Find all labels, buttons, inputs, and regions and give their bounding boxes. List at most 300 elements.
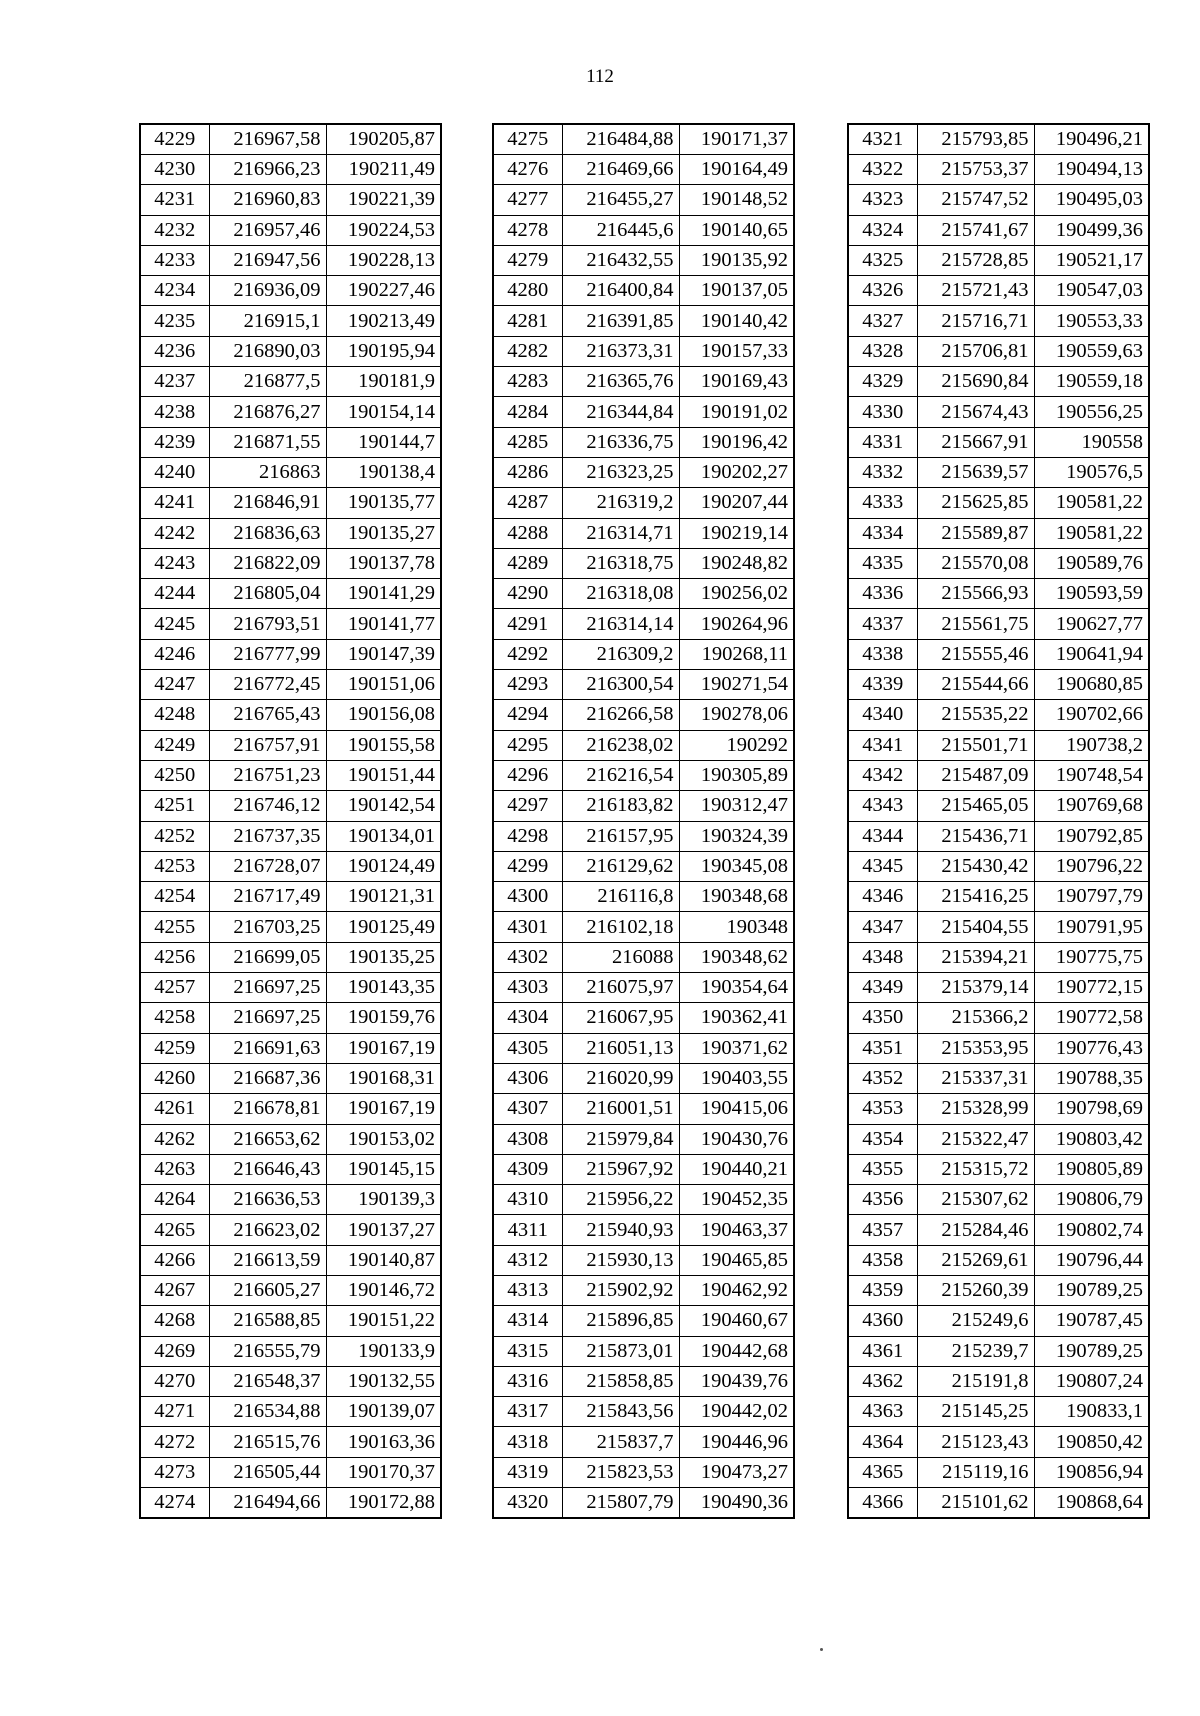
point-number-cell: 4241	[140, 488, 209, 518]
point-number-cell: 4313	[493, 1275, 562, 1305]
table-row	[140, 1488, 441, 1519]
y-coordinate-cell: 190803,42	[1034, 1124, 1149, 1154]
x-coordinate-cell: 215940,93	[562, 1215, 679, 1245]
y-coordinate-cell: 190219,14	[679, 518, 794, 548]
y-coordinate-cell: 190124,49	[326, 851, 441, 881]
x-coordinate-cell: 215307,62	[917, 1185, 1034, 1215]
x-coordinate-cell: 216703,25	[209, 912, 326, 942]
point-number-cell: 4321	[848, 124, 917, 155]
table-row	[848, 760, 1149, 790]
y-coordinate-cell: 190324,39	[679, 821, 794, 851]
table-row	[493, 488, 794, 518]
x-coordinate-cell: 216432,55	[562, 245, 679, 275]
point-number-cell: 4290	[493, 579, 562, 609]
point-number-cell: 4337	[848, 609, 917, 639]
point-number-cell: 4336	[848, 579, 917, 609]
x-coordinate-cell: 216116,8	[562, 882, 679, 912]
y-coordinate-cell: 190135,77	[326, 488, 441, 518]
point-number-cell: 4242	[140, 518, 209, 548]
point-number-cell: 4348	[848, 942, 917, 972]
y-coordinate-cell: 190439,76	[679, 1366, 794, 1396]
x-coordinate-cell: 215747,52	[917, 185, 1034, 215]
point-number-cell: 4315	[493, 1336, 562, 1366]
point-number-cell: 4326	[848, 276, 917, 306]
table-row	[140, 306, 441, 336]
y-coordinate-cell: 190168,31	[326, 1063, 441, 1093]
point-number-cell: 4339	[848, 670, 917, 700]
y-coordinate-cell: 190134,01	[326, 821, 441, 851]
point-number-cell: 4231	[140, 185, 209, 215]
y-coordinate-cell: 190145,15	[326, 1154, 441, 1184]
y-coordinate-cell: 190593,59	[1034, 579, 1149, 609]
point-number-cell: 4322	[848, 155, 917, 185]
y-coordinate-cell: 190159,76	[326, 1003, 441, 1033]
point-number-cell: 4245	[140, 609, 209, 639]
y-coordinate-cell: 190748,54	[1034, 760, 1149, 790]
x-coordinate-cell: 216765,43	[209, 700, 326, 730]
x-coordinate-cell: 215728,85	[917, 245, 1034, 275]
table-row	[493, 306, 794, 336]
point-number-cell: 4234	[140, 276, 209, 306]
y-coordinate-cell: 190348	[679, 912, 794, 942]
point-number-cell: 4324	[848, 215, 917, 245]
y-coordinate-cell: 190139,3	[326, 1185, 441, 1215]
point-number-cell: 4285	[493, 427, 562, 457]
table-row	[848, 215, 1149, 245]
table-row	[140, 1457, 441, 1487]
point-number-cell: 4349	[848, 973, 917, 1003]
x-coordinate-cell: 216777,99	[209, 639, 326, 669]
y-coordinate-cell: 190264,96	[679, 609, 794, 639]
y-coordinate-cell: 190806,79	[1034, 1185, 1149, 1215]
y-coordinate-cell: 190153,02	[326, 1124, 441, 1154]
point-number-cell: 4325	[848, 245, 917, 275]
table-row	[493, 730, 794, 760]
table-row	[848, 1397, 1149, 1427]
table-row	[848, 1215, 1149, 1245]
point-number-cell: 4335	[848, 548, 917, 578]
table-row	[493, 973, 794, 1003]
point-number-cell: 4311	[493, 1215, 562, 1245]
table-row	[848, 821, 1149, 851]
point-number-cell: 4298	[493, 821, 562, 851]
point-number-cell: 4281	[493, 306, 562, 336]
table-row	[848, 1185, 1149, 1215]
table-row	[848, 1154, 1149, 1184]
x-coordinate-cell: 216314,71	[562, 518, 679, 548]
table-row	[140, 700, 441, 730]
table-row	[848, 973, 1149, 1003]
point-number-cell: 4239	[140, 427, 209, 457]
table-row	[493, 185, 794, 215]
table-row	[848, 1124, 1149, 1154]
table-row	[848, 1003, 1149, 1033]
y-coordinate-cell: 190495,03	[1034, 185, 1149, 215]
point-number-cell: 4293	[493, 670, 562, 700]
point-number-cell: 4277	[493, 185, 562, 215]
x-coordinate-cell: 216469,66	[562, 155, 679, 185]
point-number-cell: 4345	[848, 851, 917, 881]
point-number-cell: 4305	[493, 1033, 562, 1063]
table-row	[848, 670, 1149, 700]
point-number-cell: 4353	[848, 1094, 917, 1124]
x-coordinate-cell: 215823,53	[562, 1457, 679, 1487]
y-coordinate-cell: 190463,37	[679, 1215, 794, 1245]
y-coordinate-cell: 190228,13	[326, 245, 441, 275]
point-number-cell: 4302	[493, 942, 562, 972]
table-row	[493, 942, 794, 972]
y-coordinate-cell: 190135,92	[679, 245, 794, 275]
y-coordinate-cell: 190142,54	[326, 791, 441, 821]
point-number-cell: 4296	[493, 760, 562, 790]
point-number-cell: 4243	[140, 548, 209, 578]
table-row	[493, 245, 794, 275]
point-number-cell: 4256	[140, 942, 209, 972]
y-coordinate-cell: 190345,08	[679, 851, 794, 881]
x-coordinate-cell: 215566,93	[917, 579, 1034, 609]
x-coordinate-cell: 215145,25	[917, 1397, 1034, 1427]
point-number-cell: 4287	[493, 488, 562, 518]
point-number-cell: 4342	[848, 760, 917, 790]
y-coordinate-cell: 190151,44	[326, 760, 441, 790]
x-coordinate-cell: 216699,05	[209, 942, 326, 972]
table-row	[848, 488, 1149, 518]
table-row	[493, 1427, 794, 1457]
x-coordinate-cell: 215123,43	[917, 1427, 1034, 1457]
point-number-cell: 4267	[140, 1275, 209, 1305]
point-number-cell: 4232	[140, 215, 209, 245]
x-coordinate-cell: 216314,14	[562, 609, 679, 639]
x-coordinate-cell: 216728,07	[209, 851, 326, 881]
point-number-cell: 4254	[140, 882, 209, 912]
point-number-cell: 4347	[848, 912, 917, 942]
y-coordinate-cell: 190191,02	[679, 397, 794, 427]
table-row	[140, 488, 441, 518]
x-coordinate-cell: 215328,99	[917, 1094, 1034, 1124]
table-row	[848, 791, 1149, 821]
y-coordinate-cell: 190148,52	[679, 185, 794, 215]
point-number-cell: 4323	[848, 185, 917, 215]
table-row	[848, 185, 1149, 215]
point-number-cell: 4233	[140, 245, 209, 275]
table-row	[848, 1094, 1149, 1124]
point-number-cell: 4288	[493, 518, 562, 548]
y-coordinate-cell: 190268,11	[679, 639, 794, 669]
x-coordinate-cell: 215535,22	[917, 700, 1034, 730]
point-number-cell: 4279	[493, 245, 562, 275]
table-row	[848, 851, 1149, 881]
table-row	[140, 670, 441, 700]
point-number-cell: 4270	[140, 1366, 209, 1396]
x-coordinate-cell: 216805,04	[209, 579, 326, 609]
point-number-cell: 4327	[848, 306, 917, 336]
y-coordinate-cell: 190151,22	[326, 1306, 441, 1336]
table-row	[140, 155, 441, 185]
x-coordinate-cell: 215544,66	[917, 670, 1034, 700]
point-number-cell: 4291	[493, 609, 562, 639]
point-number-cell: 4286	[493, 457, 562, 487]
x-coordinate-cell: 216697,25	[209, 1003, 326, 1033]
y-coordinate-cell: 190348,68	[679, 882, 794, 912]
x-coordinate-cell: 215625,85	[917, 488, 1034, 518]
x-coordinate-cell: 215902,92	[562, 1275, 679, 1305]
point-number-cell: 4317	[493, 1397, 562, 1427]
point-number-cell: 4275	[493, 124, 562, 155]
table-row	[848, 700, 1149, 730]
table-row	[848, 1275, 1149, 1305]
x-coordinate-cell: 215716,71	[917, 306, 1034, 336]
y-coordinate-cell: 190348,62	[679, 942, 794, 972]
x-coordinate-cell: 216238,02	[562, 730, 679, 760]
y-coordinate-cell: 190140,42	[679, 306, 794, 336]
x-coordinate-cell: 216915,1	[209, 306, 326, 336]
x-coordinate-cell: 215353,95	[917, 1033, 1034, 1063]
y-coordinate-cell: 190278,06	[679, 700, 794, 730]
x-coordinate-cell: 215674,43	[917, 397, 1034, 427]
point-number-cell: 4343	[848, 791, 917, 821]
point-number-cell: 4295	[493, 730, 562, 760]
table-row	[140, 1154, 441, 1184]
x-coordinate-cell: 216793,51	[209, 609, 326, 639]
point-number-cell: 4300	[493, 882, 562, 912]
y-coordinate-cell: 190796,22	[1034, 851, 1149, 881]
y-coordinate-cell: 190172,88	[326, 1488, 441, 1519]
x-coordinate-cell: 216772,45	[209, 670, 326, 700]
table-row	[140, 942, 441, 972]
x-coordinate-cell: 216555,79	[209, 1336, 326, 1366]
page-number: 112	[586, 66, 614, 87]
x-coordinate-cell: 216309,2	[562, 639, 679, 669]
point-number-cell: 4278	[493, 215, 562, 245]
table-row	[140, 336, 441, 366]
y-coordinate-cell: 190446,96	[679, 1427, 794, 1457]
y-coordinate-cell: 190807,24	[1034, 1366, 1149, 1396]
x-coordinate-cell: 216318,75	[562, 548, 679, 578]
point-number-cell: 4310	[493, 1185, 562, 1215]
table-row	[848, 639, 1149, 669]
point-number-cell: 4344	[848, 821, 917, 851]
point-number-cell: 4238	[140, 397, 209, 427]
y-coordinate-cell: 190581,22	[1034, 518, 1149, 548]
y-coordinate-cell: 190164,49	[679, 155, 794, 185]
table-row	[140, 609, 441, 639]
point-number-cell: 4318	[493, 1427, 562, 1457]
x-coordinate-cell: 216751,23	[209, 760, 326, 790]
table-row	[493, 155, 794, 185]
table-row	[493, 760, 794, 790]
y-coordinate-cell: 190559,18	[1034, 367, 1149, 397]
x-coordinate-cell: 216001,51	[562, 1094, 679, 1124]
y-coordinate-cell: 190202,27	[679, 457, 794, 487]
point-number-cell: 4237	[140, 367, 209, 397]
point-number-cell: 4262	[140, 1124, 209, 1154]
x-coordinate-cell: 216505,44	[209, 1457, 326, 1487]
coordinates-table-2	[492, 123, 795, 1519]
table-row	[848, 1488, 1149, 1519]
x-coordinate-cell: 216890,03	[209, 336, 326, 366]
table-row	[140, 215, 441, 245]
table-row	[493, 1275, 794, 1305]
table-row	[493, 518, 794, 548]
point-number-cell: 4284	[493, 397, 562, 427]
x-coordinate-cell: 216936,09	[209, 276, 326, 306]
x-coordinate-cell: 215249,6	[917, 1306, 1034, 1336]
x-coordinate-cell: 215260,39	[917, 1275, 1034, 1305]
x-coordinate-cell: 216822,09	[209, 548, 326, 578]
y-coordinate-cell: 190788,35	[1034, 1063, 1149, 1093]
x-coordinate-cell: 215570,08	[917, 548, 1034, 578]
x-coordinate-cell: 216960,83	[209, 185, 326, 215]
y-coordinate-cell: 190581,22	[1034, 488, 1149, 518]
point-number-cell: 4308	[493, 1124, 562, 1154]
table-row	[493, 1488, 794, 1519]
table-row	[493, 276, 794, 306]
point-number-cell: 4338	[848, 639, 917, 669]
table-row	[140, 1427, 441, 1457]
point-number-cell: 4304	[493, 1003, 562, 1033]
x-coordinate-cell: 216613,59	[209, 1245, 326, 1275]
y-coordinate-cell: 190452,35	[679, 1185, 794, 1215]
table-row	[493, 367, 794, 397]
y-coordinate-cell: 190157,33	[679, 336, 794, 366]
table-row	[493, 1154, 794, 1184]
point-number-cell: 4276	[493, 155, 562, 185]
table-row	[493, 124, 794, 155]
table-row	[493, 1306, 794, 1336]
table-row	[140, 1033, 441, 1063]
y-coordinate-cell: 190494,13	[1034, 155, 1149, 185]
x-coordinate-cell: 215394,21	[917, 942, 1034, 972]
table-row	[140, 1245, 441, 1275]
point-number-cell: 4283	[493, 367, 562, 397]
point-number-cell: 4252	[140, 821, 209, 851]
y-coordinate-cell: 190354,64	[679, 973, 794, 1003]
x-coordinate-cell: 216318,08	[562, 579, 679, 609]
y-coordinate-cell: 190141,29	[326, 579, 441, 609]
y-coordinate-cell: 190553,33	[1034, 306, 1149, 336]
table-row	[493, 1366, 794, 1396]
x-coordinate-cell: 215561,75	[917, 609, 1034, 639]
x-coordinate-cell: 216373,31	[562, 336, 679, 366]
x-coordinate-cell: 215487,09	[917, 760, 1034, 790]
y-coordinate-cell: 190521,17	[1034, 245, 1149, 275]
table-row	[493, 1185, 794, 1215]
y-coordinate-cell: 190248,82	[679, 548, 794, 578]
x-coordinate-cell: 215404,55	[917, 912, 1034, 942]
point-number-cell: 4259	[140, 1033, 209, 1063]
y-coordinate-cell: 190547,03	[1034, 276, 1149, 306]
y-coordinate-cell: 190787,45	[1034, 1306, 1149, 1336]
y-coordinate-cell: 190163,36	[326, 1427, 441, 1457]
point-number-cell: 4251	[140, 791, 209, 821]
y-coordinate-cell: 190833,1	[1034, 1397, 1149, 1427]
table-row	[493, 670, 794, 700]
y-coordinate-cell: 190170,37	[326, 1457, 441, 1487]
y-coordinate-cell: 190213,49	[326, 306, 441, 336]
x-coordinate-cell: 215555,46	[917, 639, 1034, 669]
x-coordinate-cell: 215837,7	[562, 1427, 679, 1457]
point-number-cell: 4352	[848, 1063, 917, 1093]
table-row	[848, 942, 1149, 972]
x-coordinate-cell: 215501,71	[917, 730, 1034, 760]
x-coordinate-cell: 215191,8	[917, 1366, 1034, 1396]
table-row	[493, 791, 794, 821]
y-coordinate-cell: 190140,65	[679, 215, 794, 245]
x-coordinate-cell: 215269,61	[917, 1245, 1034, 1275]
table-row	[140, 1003, 441, 1033]
x-coordinate-cell: 215284,46	[917, 1215, 1034, 1245]
x-coordinate-cell: 216623,02	[209, 1215, 326, 1245]
y-coordinate-cell: 190305,89	[679, 760, 794, 790]
x-coordinate-cell: 216717,49	[209, 882, 326, 912]
point-number-cell: 4240	[140, 457, 209, 487]
table-row	[140, 457, 441, 487]
table-row	[493, 912, 794, 942]
point-number-cell: 4255	[140, 912, 209, 942]
y-coordinate-cell: 190125,49	[326, 912, 441, 942]
x-coordinate-cell: 216391,85	[562, 306, 679, 336]
x-coordinate-cell: 216836,63	[209, 518, 326, 548]
point-number-cell: 4330	[848, 397, 917, 427]
y-coordinate-cell: 190462,92	[679, 1275, 794, 1305]
point-number-cell: 4361	[848, 1336, 917, 1366]
table-row	[140, 730, 441, 760]
point-number-cell: 4264	[140, 1185, 209, 1215]
y-coordinate-cell: 190430,76	[679, 1124, 794, 1154]
point-number-cell: 4359	[848, 1275, 917, 1305]
y-coordinate-cell: 190702,66	[1034, 700, 1149, 730]
y-coordinate-cell: 190156,08	[326, 700, 441, 730]
table-row	[493, 457, 794, 487]
y-coordinate-cell: 190558	[1034, 427, 1149, 457]
y-coordinate-cell: 190775,75	[1034, 942, 1149, 972]
x-coordinate-cell: 215589,87	[917, 518, 1034, 548]
x-coordinate-cell: 215706,81	[917, 336, 1034, 366]
x-coordinate-cell: 216129,62	[562, 851, 679, 881]
point-number-cell: 4316	[493, 1366, 562, 1396]
x-coordinate-cell: 216967,58	[209, 124, 326, 155]
y-coordinate-cell: 190680,85	[1034, 670, 1149, 700]
x-coordinate-cell: 216877,5	[209, 367, 326, 397]
table-row	[848, 1427, 1149, 1457]
point-number-cell: 4340	[848, 700, 917, 730]
y-coordinate-cell: 190138,4	[326, 457, 441, 487]
x-coordinate-cell: 216445,6	[562, 215, 679, 245]
table-row	[493, 1245, 794, 1275]
point-number-cell: 4265	[140, 1215, 209, 1245]
point-number-cell: 4263	[140, 1154, 209, 1184]
table-row	[140, 1215, 441, 1245]
y-coordinate-cell: 190556,25	[1034, 397, 1149, 427]
x-coordinate-cell: 215807,79	[562, 1488, 679, 1519]
point-number-cell: 4282	[493, 336, 562, 366]
point-number-cell: 4292	[493, 639, 562, 669]
y-coordinate-cell: 190121,31	[326, 882, 441, 912]
y-coordinate-cell: 190137,05	[679, 276, 794, 306]
point-number-cell: 4328	[848, 336, 917, 366]
point-number-cell: 4362	[848, 1366, 917, 1396]
table-row	[848, 1245, 1149, 1275]
y-coordinate-cell: 190169,43	[679, 367, 794, 397]
coordinates-table-3	[847, 123, 1150, 1519]
y-coordinate-cell: 190147,39	[326, 639, 441, 669]
x-coordinate-cell: 216020,99	[562, 1063, 679, 1093]
point-number-cell: 4299	[493, 851, 562, 881]
y-coordinate-cell: 190772,15	[1034, 973, 1149, 1003]
x-coordinate-cell: 216534,88	[209, 1397, 326, 1427]
y-coordinate-cell: 190738,2	[1034, 730, 1149, 760]
x-coordinate-cell: 215741,67	[917, 215, 1034, 245]
